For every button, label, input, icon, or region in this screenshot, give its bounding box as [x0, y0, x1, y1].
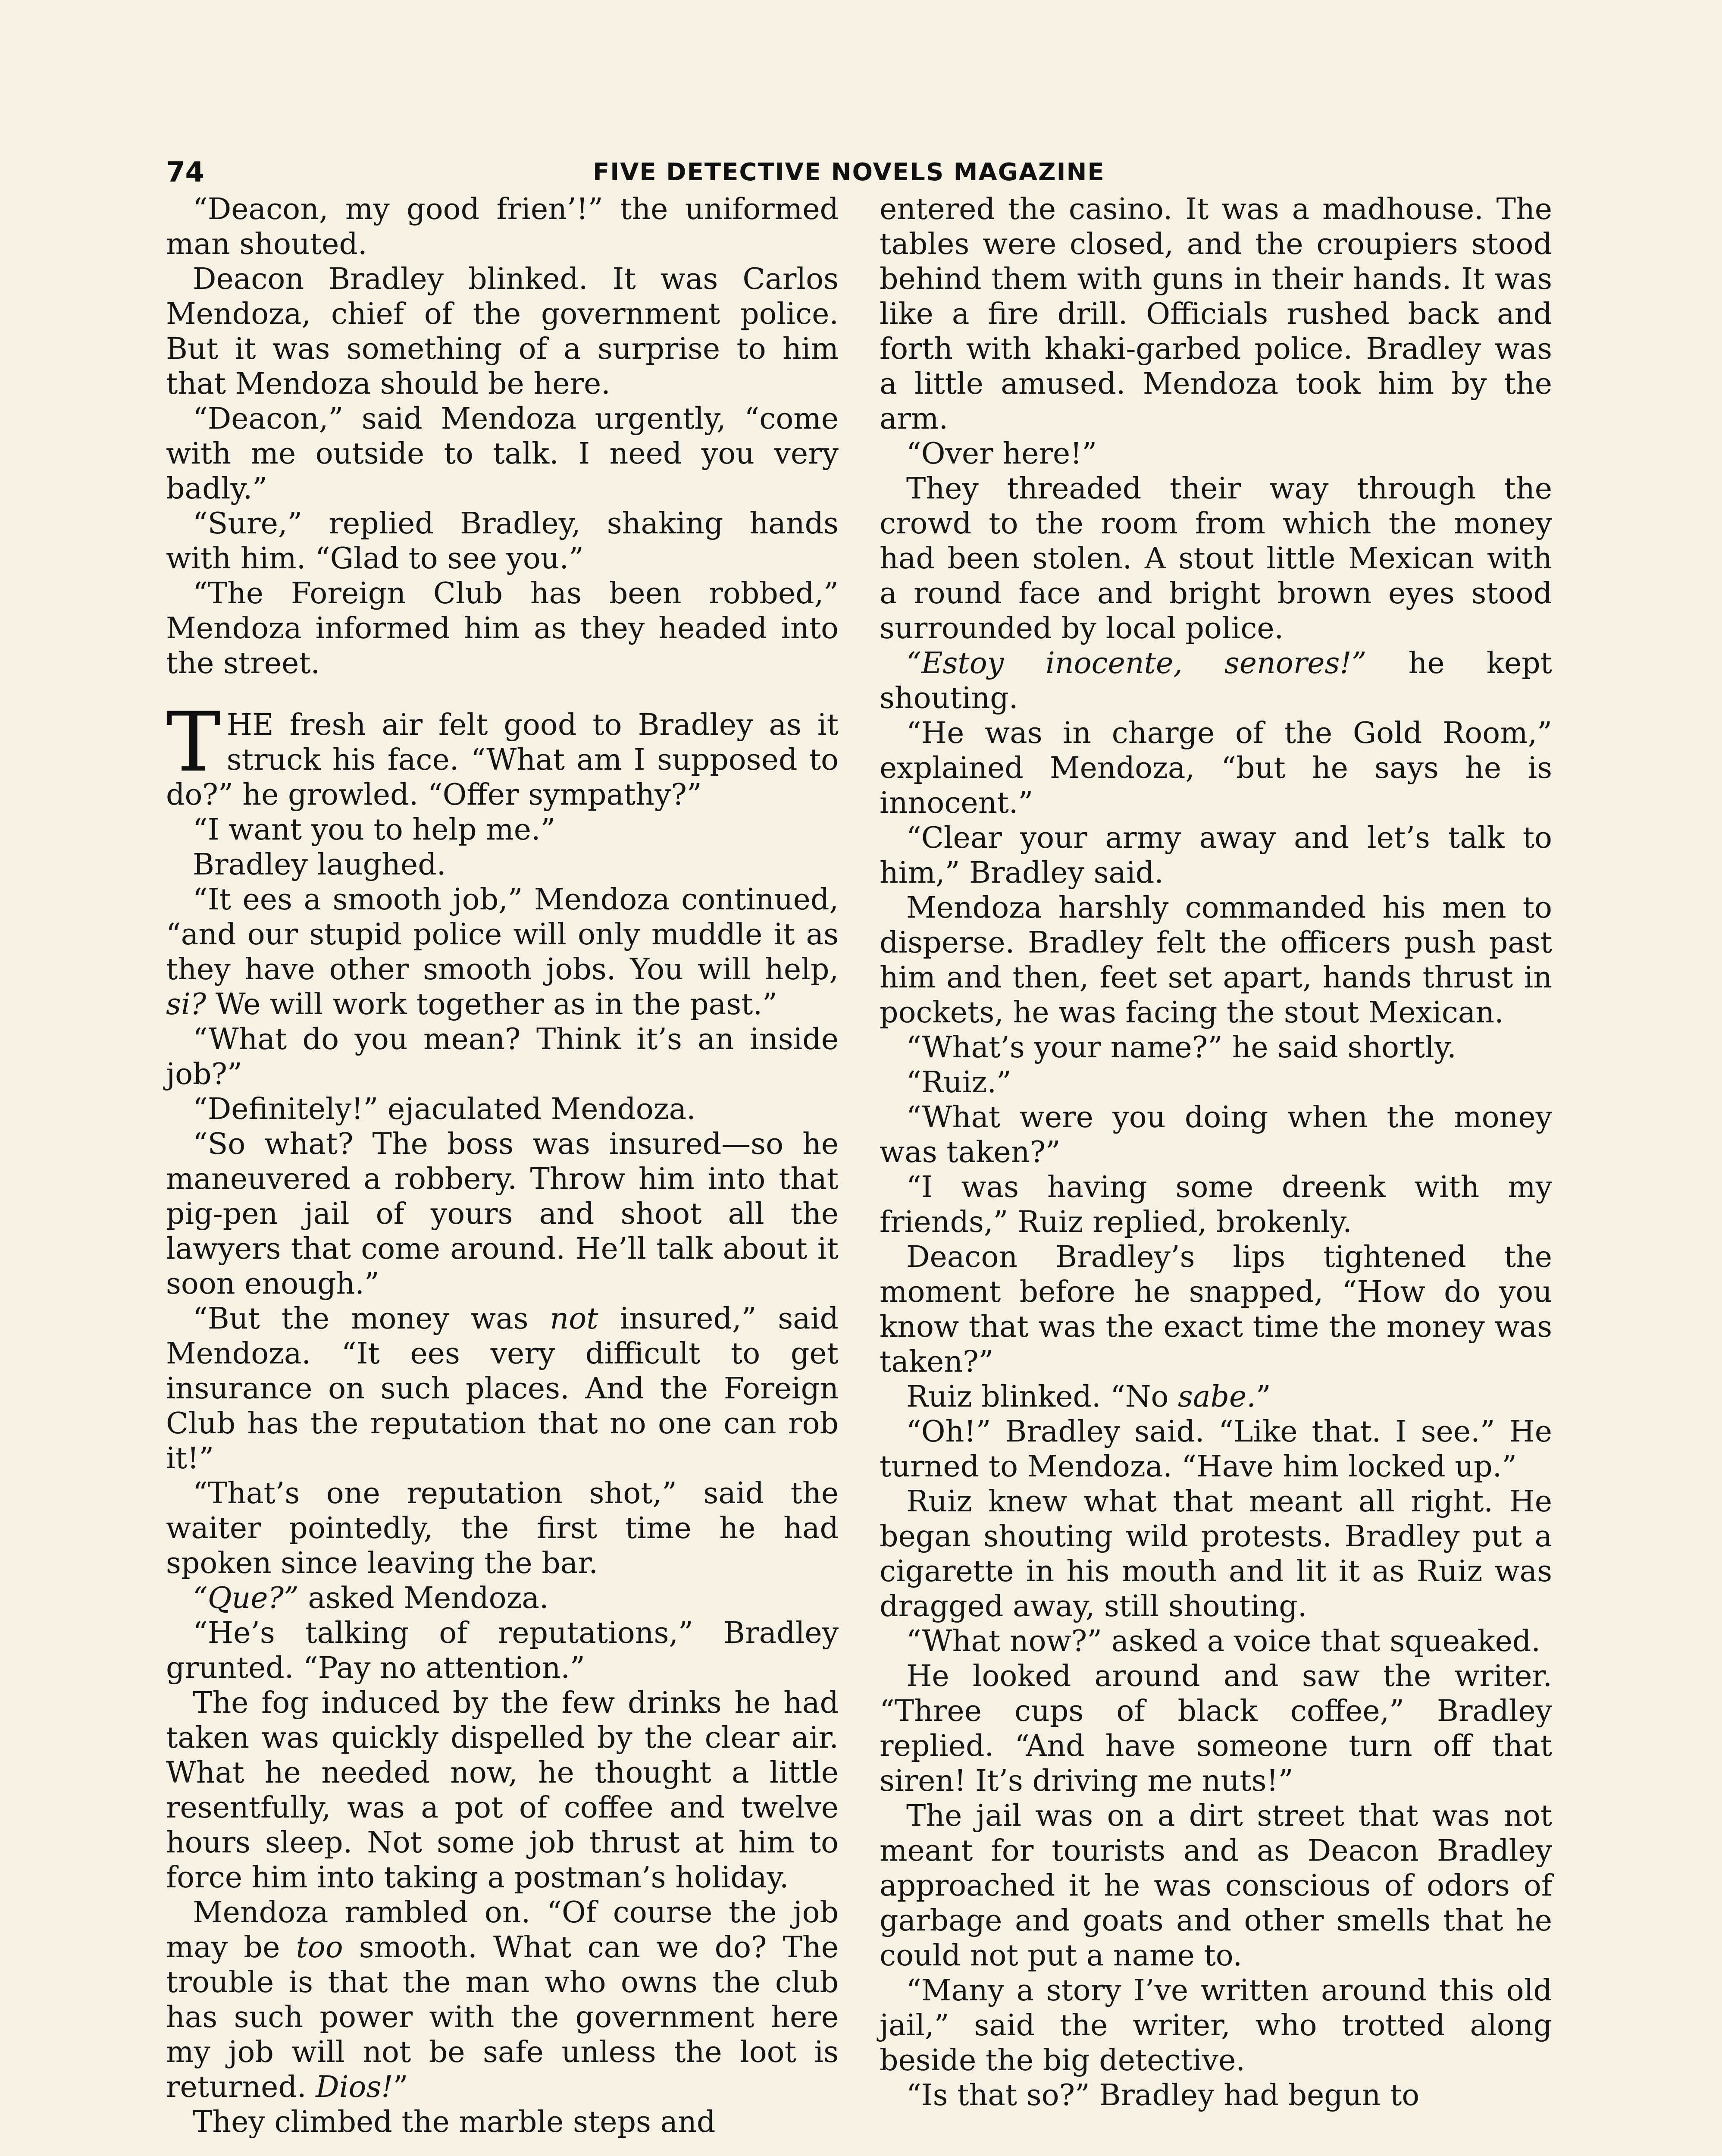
paragraph: “Oh!” Bradley said. “Like that. I see.” He turned to Mendoza. “Have him locked up.” [880, 1415, 1552, 1484]
paragraph-text: We will work together as in the past.” [206, 987, 777, 1022]
paragraph: They threaded their way through the crowd to the room from which the money had been stolen. A stout little Mexican with a round face and bright brown eyes stood surrounded by local police. [880, 472, 1552, 646]
paragraph: “Is that so?” Bradley had begun to [906, 2078, 1420, 2112]
paragraph: He looked around and saw the writer. “Three cups of black coffee,” Bradley replied. “And have someone turn off that siren! It’s driving me nuts!” [880, 1659, 1552, 1798]
paragraph: “Clear your army away and let’s talk to him,” Bradley said. [880, 821, 1552, 890]
paragraph: Deacon Bradley’s lips tightened the moment before he snapped, “How do you know that was the exact time the money was taken?” [880, 1240, 1552, 1379]
paragraph-text: Mendoza rambled on. “Of course the job may be [166, 1896, 839, 1965]
paragraph: “What now?” asked a voice that squeaked. [906, 1624, 1541, 1658]
section-opening-paragraph [166, 695, 839, 812]
paragraph: “What’s your name?” he said shortly. [906, 1031, 1456, 1065]
paragraph: Mendoza harshly commanded his men to disperse. Bradley felt the officers push past him and then, feet set apart, hands thrust in pockets, he was facing the stout Mexican. [880, 891, 1552, 1030]
paragraph [880, 646, 1552, 716]
paragraph [166, 1895, 839, 2105]
paragraph: “Many a story I’ve written around this old jail,” said the writer, who trotted along beside the big detective. [880, 1974, 1552, 2078]
paragraph: The jail was on a dirt street that was not meant for tourists and as Deacon Bradley approached it he was conscious of odors of garbage and goats and other smells that he could not put a name to. [880, 1799, 1552, 1973]
italic-text: too [296, 1930, 343, 1965]
paragraph-text: “But the money was [193, 1302, 550, 1336]
paragraph [166, 882, 839, 1022]
drop-cap: T [166, 695, 221, 790]
left-column [166, 192, 839, 2140]
paragraph: “So what? The boss was insured—so he maneuvered a robbery. Throw him into that pig-pen jail of yours and shoot all the lawyers that come around. He’ll talk about it soon enough.” [166, 1127, 839, 1301]
paragraph-text: ” [393, 2070, 408, 2104]
paragraph: “Definitely!” ejaculated Mendoza. [193, 1092, 696, 1126]
paragraph-text: “It ees a smooth job,” Mendoza continued, “and our stupid police will only muddle it as they have other smooth jobs. You will help, [166, 883, 839, 987]
italic-text: “Que?” [193, 1581, 299, 1615]
paragraph: “He’s talking of reputations,” Bradley grunted. “Pay no attention.” [166, 1616, 839, 1685]
paragraph-text: he kept shouting. [880, 646, 1552, 715]
italic-text: si? [166, 987, 207, 1022]
paragraph: “The Foreign Club has been robbed,” Mendoza informed him as they headed into the street. [166, 577, 839, 680]
italic-text: Dios! [316, 2070, 393, 2104]
italic-text: “Estoy inocente, senores!” [906, 646, 1367, 680]
paragraph: Ruiz knew what that meant all right. He began shouting wild protests. Bradley put a cigarette in his mouth and lit it as Ruiz was dragged away, still shouting. [880, 1485, 1552, 1623]
paragraph: “I want you to help me.” [193, 813, 556, 847]
paragraph: “Deacon,” said Mendoza urgently, “come with me outside to talk. I need you very badly.” [166, 402, 839, 506]
paragraph: “What do you mean? Think it’s an inside job?” [166, 1022, 839, 1091]
paragraph: “Ruiz.” [906, 1065, 1011, 1100]
paragraph: “Deacon, my good frien’!” the uniformed man shouted. [166, 192, 839, 261]
page-number: 74 [166, 157, 205, 188]
paragraph: “I was having some dreenk with my friends,” Ruiz replied, brokenly. [880, 1170, 1552, 1239]
paragraph: Deacon Bradley blinked. It was Carlos Mendoza, chief of the government police. But it was something of a surprise to him that Mendoza should be here. [166, 262, 839, 401]
paragraph: “Sure,” replied Bradley, shaking hands with him. “Glad to see you.” [166, 507, 839, 576]
paragraph [880, 1379, 1552, 1414]
paragraph-text: ” [1255, 1380, 1271, 1414]
paragraph: “What were you doing when the money was taken?” [880, 1100, 1552, 1169]
paragraph [166, 1301, 839, 1476]
paragraph-text: smooth. What can we do? The trouble is that the man who owns the club has such power with the government here my job will not be safe unless the loot is returned. [166, 1930, 839, 2104]
paragraph-continued: entered the casino. It was a madhouse. The tables were closed, and the croupiers stood behind them with guns in their hands. It was like a fire drill. Officials rushed back and forth with khaki-garbed police. Bradley was a little amused. Mendoza took him by the arm. [880, 192, 1552, 436]
italic-text: not [550, 1302, 598, 1336]
page-header [166, 153, 1563, 192]
paragraph-text: insured,” said Mendoza. “It ees very difficult to get insurance on such places. And the Foreign Club has the reputation that no one can rob it!” [166, 1302, 839, 1476]
italic-text: sabe. [1178, 1380, 1256, 1414]
paragraph-text: HE fresh air felt good to Bradley as it struck his face. “What am I supposed to do?” he growled. “Offer sympathy?” [166, 708, 839, 812]
paragraph-text: Ruiz blinked. “No [906, 1380, 1178, 1414]
paragraph: “He was in charge of the Gold Room,” explained Mendoza, “but he says he is innocent.” [880, 716, 1552, 820]
paragraph: “That’s one reputation shot,” said the waiter pointedly, the first time he had spoken since leaving the bar. [166, 1476, 839, 1580]
running-title: FIVE DETECTIVE NOVELS MAGAZINE [593, 158, 1105, 186]
paragraph: Bradley laughed. [193, 848, 446, 882]
right-column [880, 192, 1552, 2113]
paragraph [166, 1581, 839, 1616]
paragraph: “Over here!” [906, 437, 1097, 471]
paragraph-text: asked Mendoza. [298, 1581, 549, 1615]
paragraph: They climbed the marble steps and [193, 2105, 716, 2139]
paragraph: The fog induced by the few drinks he had taken was quickly dispelled by the clear air. What he needed now, he thought a little resentfully, was a pot of coffee and twelve hours sleep. Not some job thrust at him to force him into taking a postman’s holiday. [166, 1686, 839, 1895]
